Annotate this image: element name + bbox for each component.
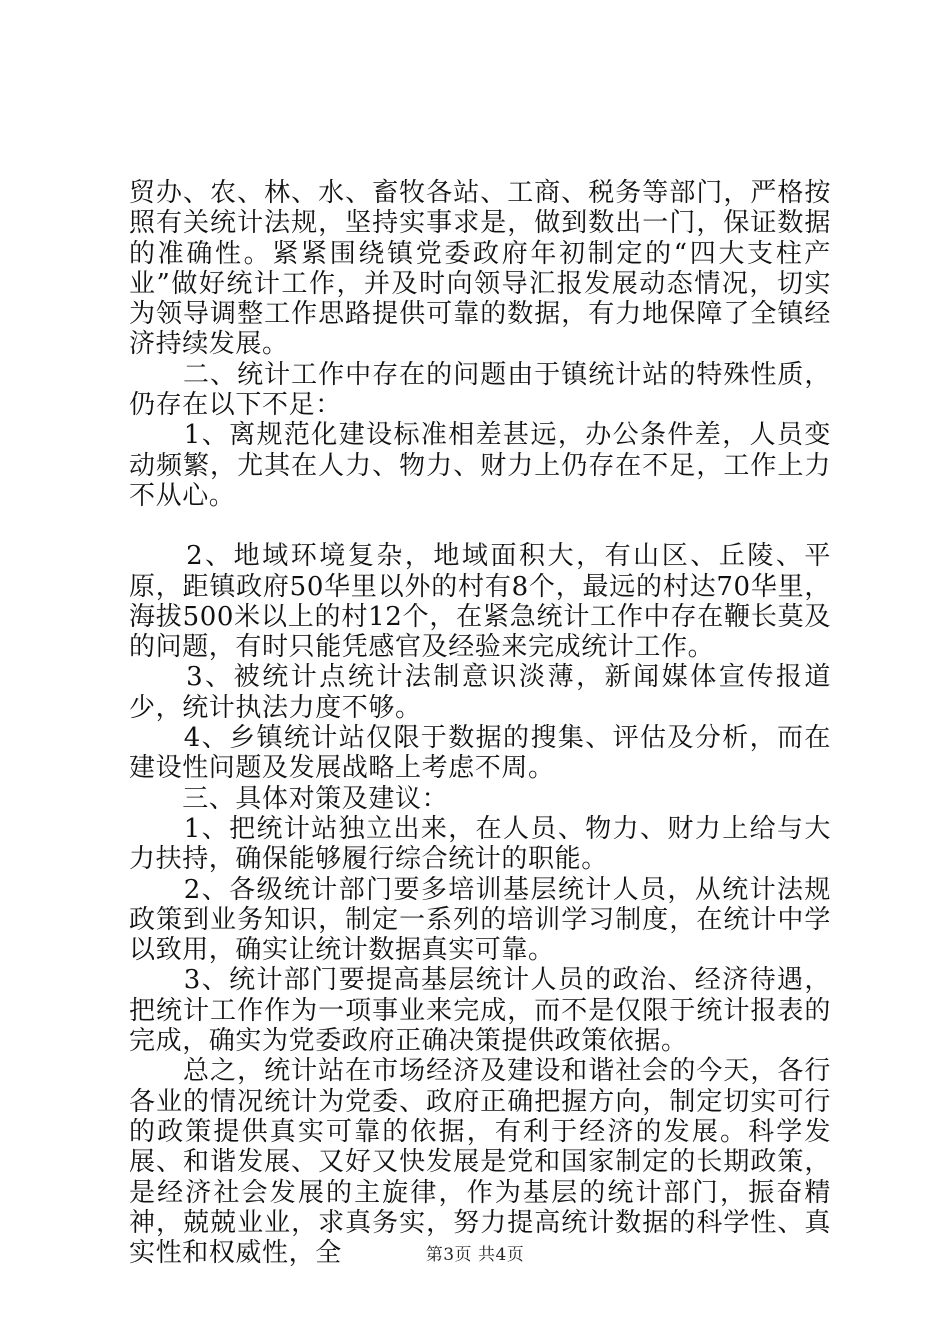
page-number-footer: 第3页 共4页 [425,1245,525,1265]
paragraph-section-three-heading: 三、具体对策及建议： [129,783,449,814]
document-body [129,178,831,1268]
paragraph-problem-4: 4、乡镇统计站仅限于数据的搜集、评估及分析，而在建设性问题及发展战略上考虑不周。 [129,723,831,784]
paragraph-continuation: 贸办、农、林、水、畜牧各站、工商、税务等部门，严格按照有关统计法规，坚持实事求是，做到数出一门，保证数据的准确性。紧紧围绕镇党委政府年初制定的“四大支柱产业”做好统计工作，并及时向领导汇报发展动态情况，切实为领导调整工作思路提供可靠的数据，有力地保障了全镇经济持续发展。 [129,178,831,360]
paragraph-suggestion-1: 1、把统计站独立出来，在人员、物力、财力上给与大力扶持，确保能够履行综合统计的职能。 [129,813,831,875]
paragraph-problem-2: 2、地域环境复杂，地域面积大，有山区、丘陵、平原，距镇政府50华里以外的村有8个，最远的村达70华里，海拔500米以上的村12个，在紧急统计工作中存在鞭长莫及的问题，有时只能凭感官及经验来完成统计工作。 [129,541,831,663]
paragraph-problem-1: 1、离规范化建设标准相差甚远，办公条件差，人员变动频繁，尤其在人力、物力、财力上仍存在不足，工作上力不从心。 [129,420,831,511]
paragraph-problem-3: 3、被统计点统计法制意识淡薄，新闻媒体宣传报道少，统计执法力度不够。 [129,662,831,723]
paragraph-section-two-heading: 二、统计工作中存在的问题由于镇统计站的特殊性质，仍存在以下不足： [129,359,831,421]
paragraph-spacer [129,511,831,541]
paragraph-suggestion-3: 3、统计部门要提高基层统计人员的政治、经济待遇，把统计工作作为一项事业来完成，而不是仅限于统计报表的完成，确实为党委政府正确决策提供政策依据。 [129,965,831,1057]
paragraph-conclusion: 总之，统计站在市场经济及建设和谐社会的今天，各行各业的情况统计为党委、政府正确把握方向，制定切实可行的政策提供真实可靠的依据，有利于经济的发展。科学发展、和谐发展、又好又快发展是党和国家制定的长期政策，是经济社会发展的主旋律，作为基层的统计部门，振奋精神，兢兢业业，求真务实，努力提高统计数据的科学性、真实性和权威性，全 [129,1056,831,1269]
paragraph-suggestion-2: 2、各级统计部门要多培训基层统计人员，从统计法规政策到业务知识，制定一系列的培训学习制度，在统计中学以致用，确实让统计数据真实可靠。 [129,874,831,966]
